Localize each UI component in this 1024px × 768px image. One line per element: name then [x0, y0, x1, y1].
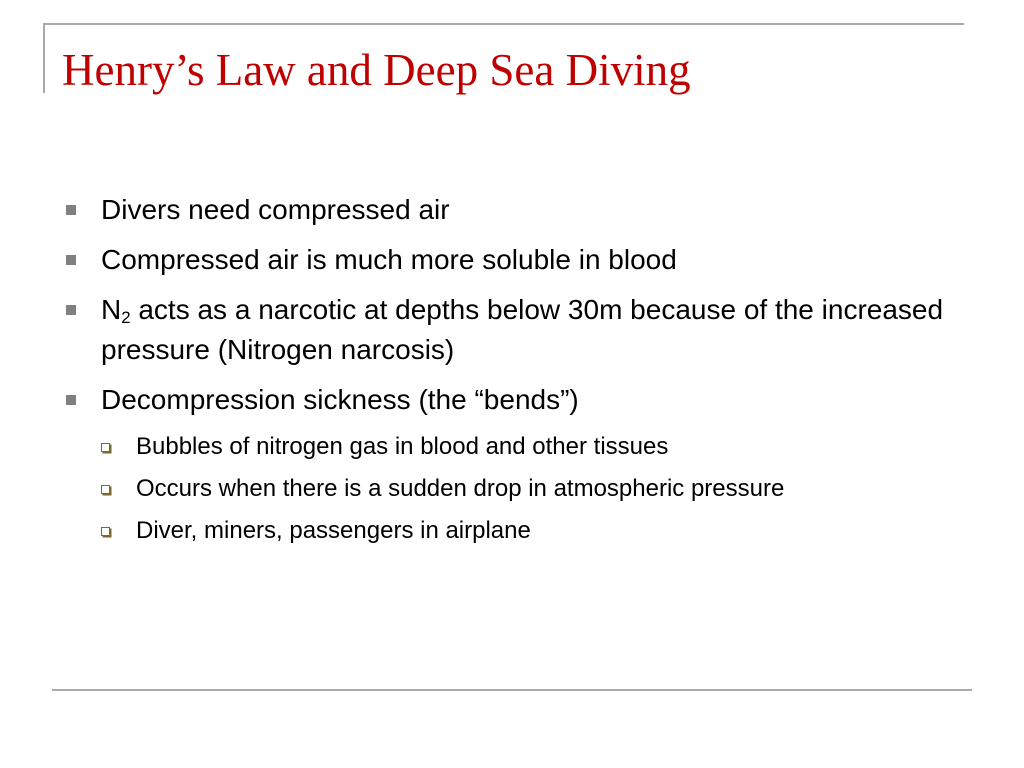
slide-title: Henry’s Law and Deep Sea Diving [62, 45, 691, 95]
hollow-square-bullet-icon [101, 443, 110, 452]
square-bullet-icon [66, 255, 76, 265]
hollow-square-bullet-icon [101, 527, 110, 536]
bullet-list [62, 190, 962, 420]
slide-content [62, 190, 962, 556]
bullet-item [62, 290, 962, 370]
bullet-text: Divers need compressed air [101, 194, 450, 225]
bullet-text-prefix: N [101, 294, 122, 325]
sub-bullet-list [62, 430, 962, 548]
bullet-item [62, 190, 962, 230]
sub-bullet-item [62, 472, 962, 506]
bullet-text: acts as a narcotic at depths below 30m because of the increased pressure (Nitrogen narcosis) [101, 294, 944, 365]
sub-bullet-text: Occurs when there is a sudden drop in atmospheric pressure [136, 475, 785, 502]
bullet-text: Decompression sickness (the “bends”) [101, 384, 579, 415]
sub-bullet-item [62, 430, 962, 464]
sub-bullet-item [62, 514, 962, 548]
bullet-text-subscript: 2 [121, 308, 131, 328]
sub-bullet-text: Diver, miners, passengers in airplane [136, 517, 531, 544]
square-bullet-icon [66, 395, 76, 405]
bullet-text: Compressed air is much more soluble in blood [101, 244, 677, 275]
hollow-square-bullet-icon [101, 485, 110, 494]
frame-top-rule [43, 23, 964, 25]
frame-left-rule [43, 23, 45, 93]
bullet-item [62, 380, 962, 420]
square-bullet-icon [66, 205, 76, 215]
bullet-item [62, 240, 962, 280]
frame-bottom-rule [52, 689, 972, 691]
square-bullet-icon [66, 305, 76, 315]
sub-bullet-text: Bubbles of nitrogen gas in blood and other tissues [136, 433, 669, 460]
